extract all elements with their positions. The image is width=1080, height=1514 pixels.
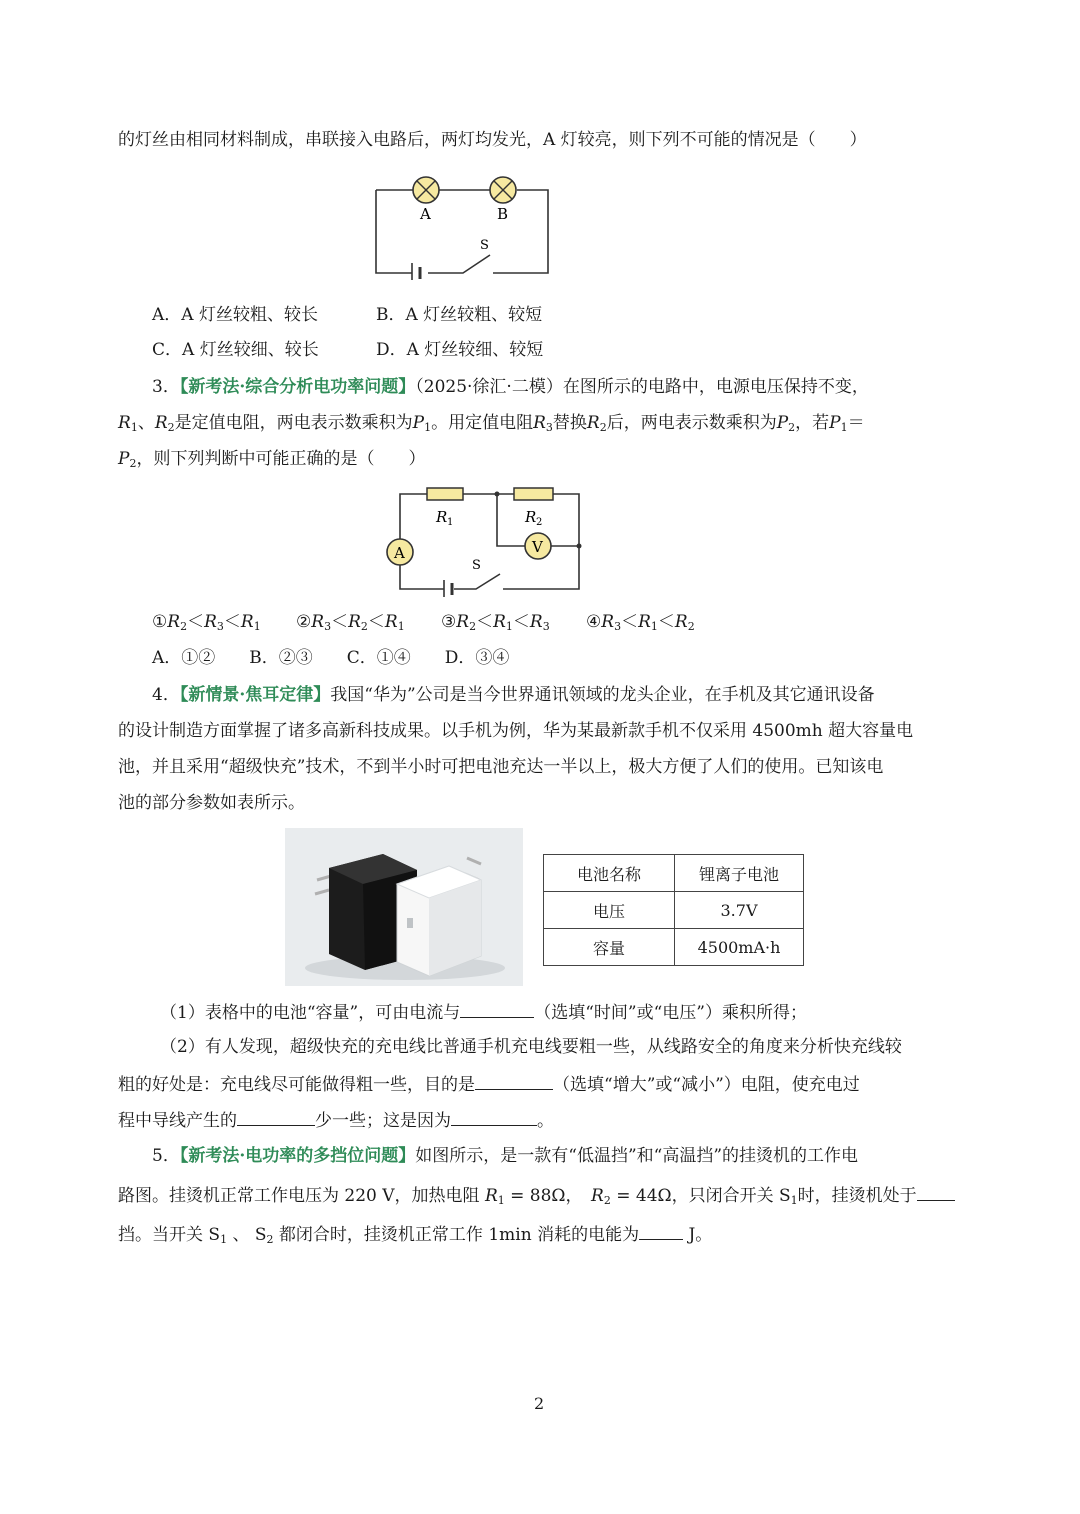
lamp-a-symbol: [413, 177, 439, 203]
var-r: R: [638, 612, 651, 632]
battery-parameter-table: [543, 854, 804, 966]
page-number: 2: [534, 1394, 545, 1413]
q4-sub2-line2: [118, 1071, 860, 1097]
text: ＜: [187, 612, 205, 632]
text: 。: [537, 1111, 554, 1131]
sub: 2: [603, 1194, 611, 1207]
r1-label: R: [436, 508, 448, 526]
table-cell: 容量: [544, 929, 675, 966]
r2-label: R: [525, 508, 537, 526]
r1-sub: 1: [447, 517, 454, 528]
sub: 2: [599, 421, 607, 434]
var-r: R: [529, 612, 543, 632]
q3-line3: [118, 447, 425, 476]
q2-option-b: B．A 灯丝较粗、较短: [376, 305, 543, 325]
text: J。: [683, 1225, 713, 1245]
answer-blank[interactable]: [451, 1107, 537, 1126]
q3-line1: [152, 375, 869, 399]
var-r: R: [493, 612, 506, 632]
sub: 3: [614, 620, 622, 633]
text: ＜: [512, 612, 530, 632]
text: ①: [152, 612, 168, 632]
text: ，则下列判断中可能正确的是（ ）: [136, 449, 426, 469]
text: 粗的好处是：充电线尽可能做得粗一些，目的是: [118, 1075, 475, 1095]
answer-blank[interactable]: [917, 1182, 955, 1201]
q5-line1-text: 如图所示，是一款有“低温挡”和“高温挡”的挂烫机的工作电: [415, 1146, 859, 1166]
var-r: R: [204, 612, 217, 632]
sub: 2: [167, 421, 175, 434]
sub: 3: [542, 620, 550, 633]
sub: 2: [788, 421, 796, 434]
q4-line1-text: 我国“华为”公司是当今世界通讯领域的龙头企业，在手机及其它通讯设备: [330, 685, 875, 705]
table-cell: 3.7V: [675, 892, 804, 929]
sub: 1: [397, 620, 405, 633]
var-r: R: [384, 612, 398, 632]
table-row: [544, 929, 804, 966]
var-r: R: [484, 1186, 498, 1206]
text: 。用定值电阻: [431, 413, 534, 433]
text: ＜: [367, 612, 385, 632]
text: ＜: [331, 612, 349, 632]
var-p: P: [829, 413, 841, 433]
r2-resistor: [514, 488, 553, 500]
q3-line1-text: （2025·徐汇·二模）在图所示的电路中，电源电压保持不变，: [415, 377, 869, 397]
text: 时，挂烫机处于: [797, 1186, 917, 1206]
var-r: R: [674, 612, 688, 632]
lamp-b-label: B: [497, 205, 509, 223]
sub: 2: [180, 620, 188, 633]
lamp-b-symbol: [490, 177, 516, 203]
q3-choice-4: [586, 610, 695, 639]
text: ＜: [476, 612, 494, 632]
text: 挡。当开关 S: [118, 1225, 221, 1245]
sub: 3: [216, 620, 224, 633]
q2-circuit-diagram: [360, 165, 560, 280]
text: ＝: [847, 413, 865, 433]
text: ②: [296, 612, 312, 632]
q2-stem: 的灯丝由相同材料制成，串联接入电路后，两灯均发光，A 灯较亮，则下列不可能的情况是（ ）: [118, 130, 867, 150]
text: ＜: [621, 612, 639, 632]
var-p: P: [412, 413, 425, 433]
ammeter-label: A: [394, 544, 405, 562]
sub: 1: [220, 1233, 228, 1246]
sub: 2: [266, 1233, 274, 1246]
charger-photo: [285, 828, 523, 986]
text: 程中导线产生的: [118, 1111, 237, 1131]
text: （1）表格中的电池“容量”，可由电流与: [160, 1003, 461, 1023]
switch-label: S: [472, 558, 481, 573]
sub: 1: [505, 620, 513, 633]
q3-options: A．①② B．②③ C．①④ D．③④: [152, 648, 510, 668]
text: 后，两电表示数乘积为: [606, 413, 777, 433]
text: 替换: [552, 413, 587, 433]
var-r: R: [348, 612, 361, 632]
q5-line1: [152, 1144, 858, 1168]
sub: 3: [545, 421, 553, 434]
r1-resistor: [427, 488, 463, 500]
text: 、: [137, 413, 155, 433]
q4-line2: 的设计制造方面掌握了诸多高新科技成果。以手机为例，华为某最新款手机不仅采用 4500mh 超大容量电: [118, 721, 914, 741]
answer-blank[interactable]: [639, 1221, 683, 1240]
sub: 1: [650, 620, 658, 633]
q4-sub2-line3: [118, 1107, 554, 1133]
text: 都闭合时，挂烫机正常工作 1min 消耗的电能为: [273, 1225, 640, 1245]
text: 少一些；这是因为: [315, 1111, 451, 1131]
q4-number: 4．: [152, 685, 180, 705]
q3-line2: [118, 411, 865, 440]
q3-circuit-diagram: [380, 482, 595, 597]
q3-choice-3: [441, 610, 550, 639]
q5-number: 5．: [152, 1146, 180, 1166]
q2-option-a: A．A 灯丝较粗、较长: [152, 305, 318, 325]
q5-line2: [118, 1182, 955, 1213]
var-r: R: [311, 612, 325, 632]
q3-choice-1: [152, 610, 261, 639]
sub: 2: [687, 620, 695, 633]
table-cell: 4500mA·h: [675, 929, 804, 966]
q2-option-d: D．A 灯丝较细、较短: [376, 340, 544, 360]
answer-blank[interactable]: [460, 999, 534, 1018]
junction-dot: [577, 544, 582, 549]
text: 路图。挂烫机正常工作电压为 220 V，加热电阻: [118, 1186, 485, 1206]
q4-line1: [152, 683, 875, 707]
q3-number: 3．: [152, 377, 180, 397]
q5-line3: [118, 1221, 712, 1252]
var-r: R: [586, 413, 600, 433]
text: ＜: [657, 612, 675, 632]
var-p: P: [776, 413, 789, 433]
var-r: R: [154, 413, 168, 433]
sub: 1: [497, 1194, 505, 1207]
text: ④: [586, 612, 602, 632]
q4-sub2-line1: （2）有人发现，超级快充的充电线比普通手机充电线要粗一些，从线路安全的角度来分析快充线较: [160, 1037, 902, 1057]
text: 、 S: [227, 1225, 267, 1245]
sub: 2: [129, 457, 137, 470]
text: ，若: [795, 413, 830, 433]
text: = 88Ω，: [504, 1186, 592, 1206]
sub: 2: [360, 620, 368, 633]
text: （选填“增大”或“减小”）电阻，使充电过: [553, 1075, 860, 1095]
answer-blank[interactable]: [237, 1107, 315, 1126]
var-r: R: [456, 612, 470, 632]
var-r: R: [591, 1186, 604, 1206]
text: ③: [441, 612, 457, 632]
q2-option-c: C．A 灯丝较细、较长: [152, 340, 319, 360]
text: 是定值电阻，两电表示数乘积为: [174, 413, 413, 433]
switch-label: S: [480, 238, 489, 253]
var-r: R: [167, 612, 181, 632]
var-r: R: [118, 413, 131, 433]
q4-tag: 【新情景·焦耳定律】: [179, 685, 331, 705]
lamp-a-label: A: [420, 205, 431, 223]
sub: 1: [424, 421, 432, 434]
q3-choice-2: [296, 610, 405, 639]
var-p: P: [118, 449, 130, 469]
voltmeter-symbol: [525, 533, 551, 559]
q4-sub1: [160, 999, 807, 1025]
table-row: [544, 855, 804, 892]
ammeter-symbol: [387, 539, 413, 565]
answer-blank[interactable]: [475, 1071, 553, 1090]
sub: 1: [253, 620, 261, 633]
r2-sub: 2: [536, 517, 543, 528]
sub: 1: [840, 421, 848, 434]
var-r: R: [601, 612, 615, 632]
table-cell: 电池名称: [544, 855, 675, 892]
table-cell: 锂离子电池: [675, 855, 804, 892]
q4-line4: 池的部分参数如表所示。: [118, 793, 305, 813]
q5-tag: 【新考法·电功率的多挡位问题】: [179, 1146, 416, 1166]
q4-line3: 池，并且采用“超级快充”技术，不到半小时可把电池充达一半以上，极大方便了人们的使用。已知该电: [118, 757, 884, 777]
text: ＜: [223, 612, 241, 632]
sub: 1: [790, 1194, 798, 1207]
var-r: R: [533, 413, 546, 433]
sub: 2: [469, 620, 477, 633]
sub: 1: [130, 421, 138, 434]
table-cell: 电压: [544, 892, 675, 929]
junction-dot: [495, 492, 500, 497]
voltmeter-label: V: [532, 538, 543, 556]
sub: 3: [324, 620, 332, 633]
var-r: R: [240, 612, 254, 632]
text: （选填“时间”或“电压”）乘积所得；: [534, 1003, 807, 1023]
q3-tag: 【新考法·综合分析电功率问题】: [179, 377, 416, 397]
table-row: [544, 892, 804, 929]
text: = 44Ω，只闭合开关 S: [610, 1186, 791, 1206]
